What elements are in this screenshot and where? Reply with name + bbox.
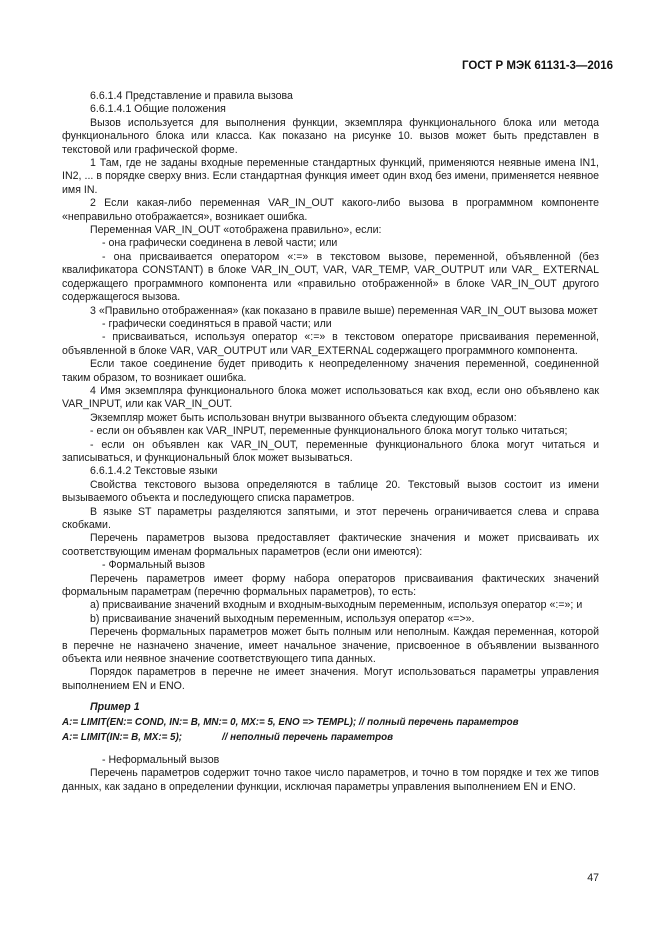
paragraph: Экземпляр может быть использован внутри вызванного объекта следующим образом:	[90, 411, 517, 424]
subsection-heading: 6.6.1.4.2 Текстовые языки	[90, 465, 218, 478]
paragraph: Свойства текстового вызова определяются в таблице 20. Текстовый вызов состоит из имени вызываемого объекта и последующего списка параметров.	[62, 478, 599, 505]
code-statement: A:= LIMIT(IN:= B, MX:= 5);	[62, 731, 183, 743]
note-1: 1 Там, где не заданы входные переменные стандартных функций, применяются неявные имена IN1, IN2, ... в порядке сверху вниз. Если стандартная функция имеет один вход без имени, применяется неявное имя IN.	[62, 157, 599, 196]
paragraph: Переменная VAR_IN_OUT «отображена правильно», если:	[90, 224, 382, 237]
code-comment: // неполный перечень параметров	[222, 731, 393, 743]
paragraph: Перечень параметров содержит точно такое число параметров, и точно в том порядке и тех же типов данных, как задано в определении функции, исключая параметры управления выполнением EN и ENO.	[62, 767, 599, 793]
note-4: 4 Имя экземпляра функционального блока может использоваться как вход, если оно объявлено как VAR_INPUT, или как VAR_IN_OUT.	[62, 384, 599, 411]
example-title: Пример 1	[90, 701, 140, 714]
subsection-heading: 6.6.1.4.1 Общие положения	[90, 103, 226, 116]
list-item: - если он объявлен как VAR_IN_OUT, переменные функционального блока могут читаться и записываться, и функциональный блок может вызываться.	[62, 438, 599, 464]
page-body	[62, 90, 599, 794]
list-item: - Неформальный вызов	[102, 753, 220, 766]
list-item: - присваиваться, используя оператор «:=» в текстовом операторе присваивания переменной, объявленной в блоке VAR, VAR_OUTPUT или VAR_EXTERNAL содержащего программного компонента.	[62, 331, 599, 357]
note-2: 2 Если какая-либо переменная VAR_IN_OUT какого-либо вызова в программном компоненте «неправильно отображается», возникает ошибка.	[62, 197, 599, 223]
list-item: - она графически соединена в левой части; или	[102, 237, 338, 250]
list-item: a) присваивание значений входным и входным-выходным переменным, используя оператор «:=»; и	[90, 599, 583, 612]
section-heading: 6.6.1.4 Представление и правила вызова	[90, 90, 293, 102]
paragraph: Перечень формальных параметров может быть полным или неполным. Каждая переменная, которой в перечне не назначено значение, имеет начальное значение, присвоенное в объявлении вызванного объекта или неявное значение соответствующего типа данных.	[62, 626, 599, 666]
note-3: 3 «Правильно отображенная» (как показано в правиле выше) переменная VAR_IN_OUT вызова может	[90, 304, 598, 317]
page-number: 47	[587, 872, 599, 884]
list-item: b) присваивание значений выходным переменным, используя оператор «=>».	[90, 612, 475, 625]
paragraph: В языке ST параметры разделяются запятыми, и этот перечень ограничивается слева и справа скобками.	[62, 505, 599, 531]
paragraph: Порядок параметров в перечне не имеет значения. Могут использоваться параметры управления выполнением EN и ENO.	[62, 666, 599, 692]
paragraph: Вызов используется для выполнения функции, экземпляра функционального блока или метода функционального блока или класса. Как показано на рисунке 10. вызов может быть представлен в текстовой или графической форме.	[62, 116, 599, 156]
standard-header: ГОСТ Р МЭК 61131-3—2016	[461, 60, 613, 72]
code-line	[62, 730, 599, 745]
paragraph: Если такое соединение будет приводить к неопределенному значения переменной, соединенной таким образом, то возникает ошибка.	[62, 358, 599, 384]
paragraph: Перечень параметров вызова предоставляет фактические значения и может присваивать их соответствующим именам формальных параметров (если они имеются):	[62, 532, 599, 558]
list-item: - если он объявлен как VAR_INPUT, переменные функционального блока могут только читаться;	[90, 425, 568, 438]
code-line: A:= LIMIT(EN:= COND, IN:= B, MN:= 0, MX:= 5, ENO => TEMPL); // полный перечень параметров	[62, 716, 519, 728]
list-item: - Формальный вызов	[102, 559, 206, 572]
paragraph: Перечень параметров имеет форму набора операторов присваивания фактических значений формальным параметрам (перечню формальных параметров), то есть:	[62, 572, 599, 599]
list-item: - графически соединяться в правой части; или	[102, 317, 332, 330]
list-item: - она присваивается оператором «:=» в текстовом вызове, переменной, объявленной (без квалификатора CONSTANT) в блоке VAR_IN_OUT, VAR, VAR_TEMP, VAR_OUTPUT или VAR_ EXTERNAL содержащего программного компонента или «правильно отображенной» в блоке VAR_IN_OUT другого содержащегося вызова.	[62, 250, 599, 304]
